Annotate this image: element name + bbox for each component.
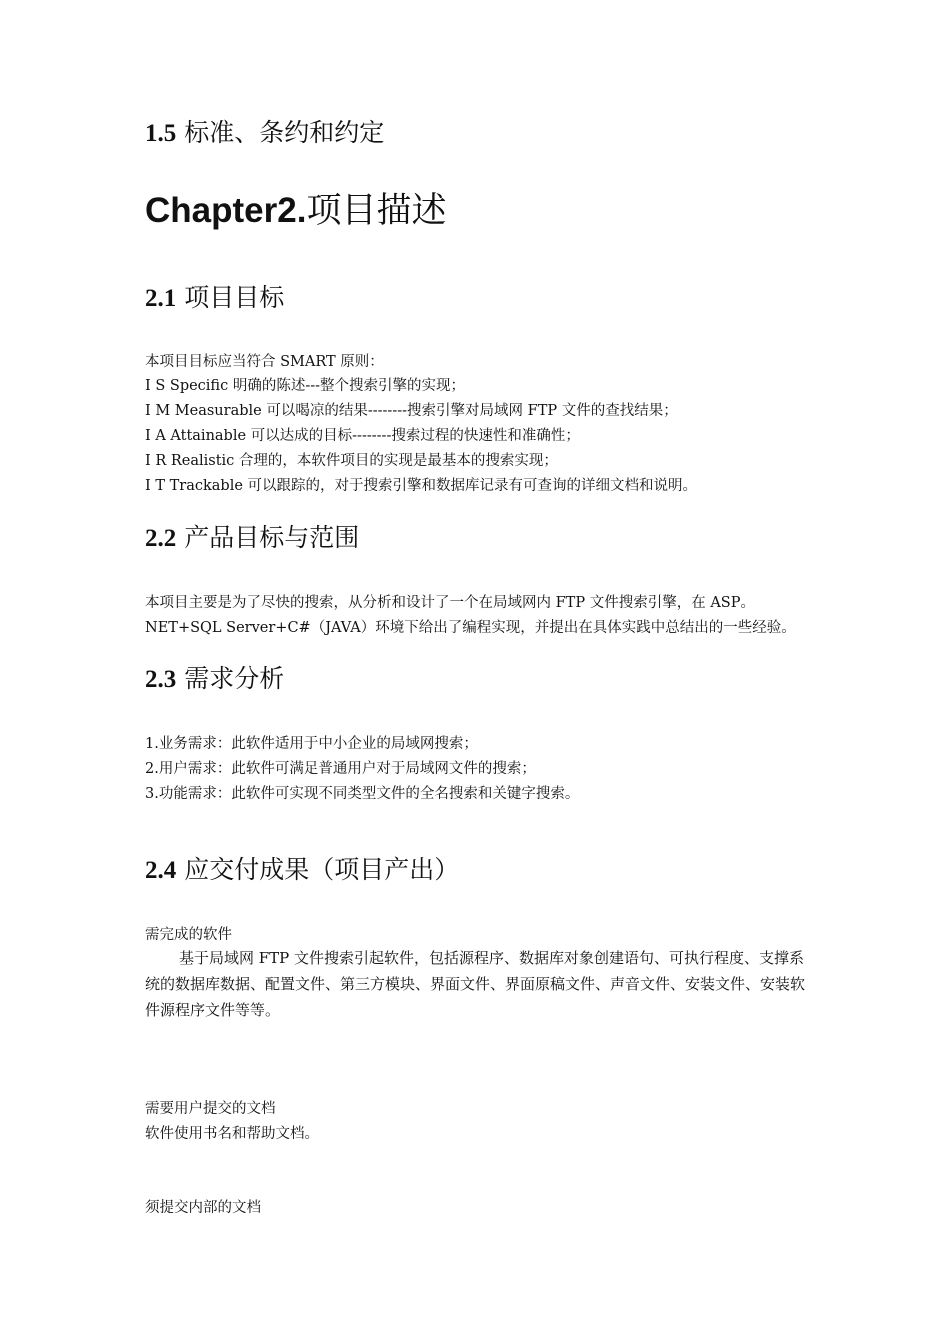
section-number: 1.5 — [145, 120, 177, 147]
section-title: 需求分析 — [176, 664, 285, 693]
internal-docs-heading: 须提交内部的文档 — [145, 1200, 261, 1216]
section-heading-2-3 — [145, 659, 284, 695]
section-heading-2-4 — [145, 850, 459, 886]
section-heading-2-2 — [145, 518, 359, 554]
section-title: 应交付成果（项目产出） — [176, 855, 460, 884]
scope-paragraph-line-2: NET+SQL Server+C#（JAVA）环境下给出了编程实现，并提出在具体实践中总结出的一些经验。 — [145, 620, 796, 636]
smart-measurable-line: I M Measurable 可以喝凉的结果--------搜索引擎对局域网 FTP 文件的查找结果； — [145, 403, 678, 419]
requirement-user: 2.用户需求：此软件可满足普通用户对于局域网文件的搜索； — [145, 761, 536, 777]
scope-paragraph-line-1: 本项目主要是为了尽快的搜索，从分析和设计了一个在局域网内 FTP 文件搜索引擎，在 ASP。 — [145, 595, 755, 611]
section-number: 2.4 — [145, 857, 177, 884]
section-heading-2-1 — [145, 278, 284, 314]
smart-trackable-line: I T Trackable 可以跟踪的，对于搜索引擎和数据库记录有可查询的详细文档和说明。 — [145, 478, 698, 494]
requirement-business: 1.业务需求：此软件适用于中小企业的局域网搜索； — [145, 736, 478, 752]
requirement-function: 3.功能需求：此软件可实现不同类型文件的全名搜索和关键字搜索。 — [145, 786, 580, 802]
chapter-number: Chapter2. — [145, 191, 307, 230]
smart-intro-line: 本项目目标应当符合 SMART 原则： — [145, 354, 384, 370]
software-heading: 需完成的软件 — [145, 927, 232, 943]
smart-specific-line: I S Specific 明确的陈述---整个搜索引擎的实现； — [145, 378, 466, 394]
section-title: 标准、条约和约定 — [176, 118, 385, 147]
section-number: 2.3 — [145, 666, 177, 693]
section-heading-1-5 — [145, 113, 384, 149]
user-docs-body: 软件使用书名和帮助文档。 — [145, 1126, 319, 1142]
chapter-title: 项目描述 — [306, 191, 447, 231]
smart-realistic-line: I R Realistic 合理的，本软件项目的实现是最基本的搜索实现； — [145, 453, 558, 469]
section-number: 2.2 — [145, 525, 177, 552]
section-title: 项目目标 — [176, 283, 285, 312]
user-docs-heading: 需要用户提交的文档 — [145, 1101, 276, 1117]
section-title: 产品目标与范围 — [176, 523, 360, 552]
chapter-heading — [145, 183, 446, 233]
section-number: 2.1 — [145, 285, 177, 312]
software-body: 基于局域网 FTP 文件搜索引起软件，包括源程序、数据库对象创建语句、可执行程度、支撑系统的数据库数据、配置文件、第三方模块、界面文件、界面原稿文件、声音文件、安装文件、安装软件源程序文件等等。 — [145, 949, 806, 1019]
smart-attainable-line: I A Attainable 可以达成的目标--------搜索过程的快速性和准确性； — [145, 428, 580, 444]
